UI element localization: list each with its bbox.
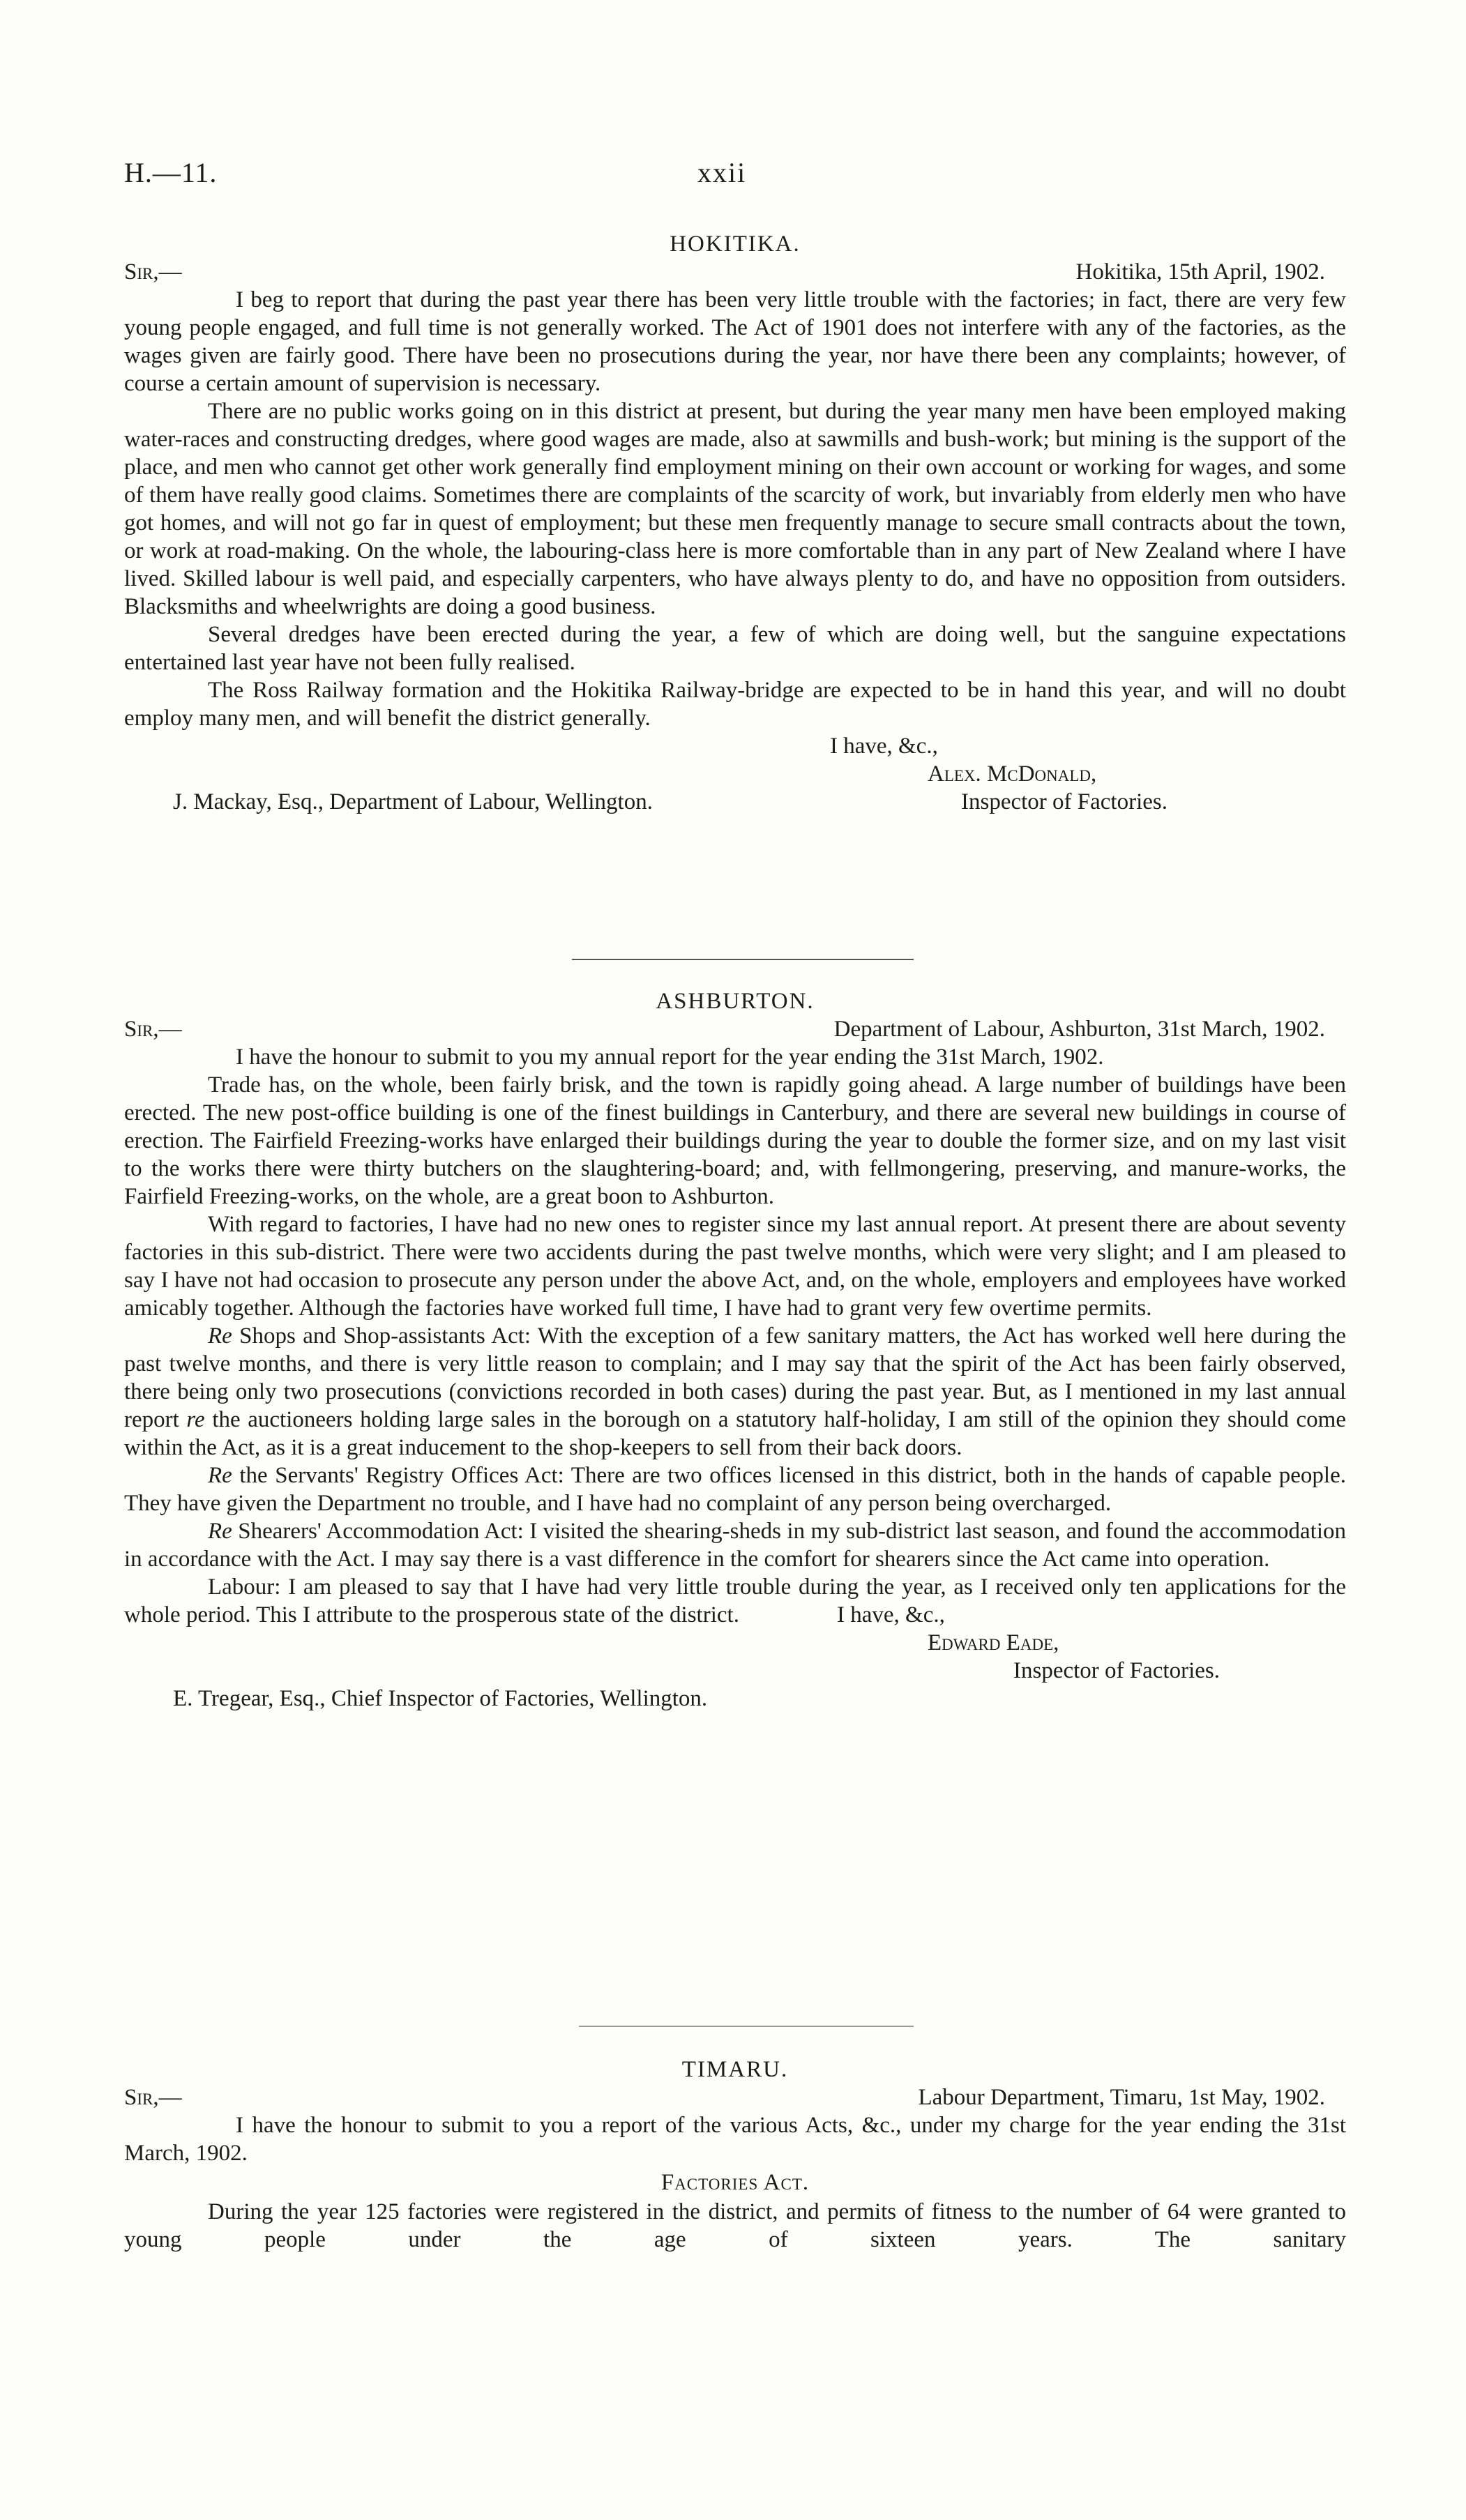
subheading-factories-act: Factories Act. xyxy=(660,2170,810,2195)
paragraph-text: Shops and Shop-assistants Act: With the exception of a few sanitary matters, the Act has worked well here during the past twelve months, and there is very little reason to complain; and I may say that the spirit of the Act has been fairly observed, there being only two prosecutions (convictions recorded in both cases) during the past year. But, as I mentioned in my last annual report xyxy=(124,1323,1346,1432)
paragraph-text: the auctioneers holding large sales in the borough on a statutory half-holiday, I am still of the opinion they should come within the Act, as it is a great inducement to the shop-keepers to sell from their back doors. xyxy=(124,1407,1346,1460)
salutation-row xyxy=(124,1015,1346,1043)
re-italic: Re xyxy=(208,1323,232,1349)
paragraph: Trade has, on the whole, been fairly brisk, and the town is rapidly going ahead. A large number of buildings have been erected. The new post-office building is one of the finest buildings in Canterbury, and there are several new buildings in course of erection. The Fairfield Freezing-works have enlarged their buildings during the year to double the former size, and on my last visit to the works there were thirty butchers on the slaughtering-board; and, with fellmongering, preserving, and manure-works, the Fairfield Freezing-works, on the whole, are a great boon to Ashburton. xyxy=(124,1072,1346,1209)
page-number: xxii xyxy=(697,157,747,188)
page-header-left: H.—11. xyxy=(124,157,218,188)
signatory: Alex. McDonald, xyxy=(928,761,1097,787)
closing-line xyxy=(124,732,1346,760)
addressee: J. Mackay, Esq., Department of Labour, Wellington. xyxy=(173,789,653,814)
signatory-title: Inspector of Factories. xyxy=(961,789,1167,814)
addressee-line xyxy=(124,1685,1346,1713)
section-heading-timaru: TIMARU. xyxy=(681,2057,789,2082)
salutation: Sir,— xyxy=(124,259,182,284)
paragraph: With regard to factories, I have had no new ones to register since my last annual report. At present there are about seventy factories in this sub-district. There were two accidents during the past twelve months, which were very slight; and I am pleased to say I have not had occasion to prosecute any person under the above Act, and, on the whole, employers and employees have worked amicably together. Although the factories have worked full time, I have had to grant very few overtime permits. xyxy=(124,1212,1346,1321)
closing: I have, &c., xyxy=(830,734,938,759)
section-heading-hokitika: HOKITIKA. xyxy=(670,231,801,257)
paragraph: The Ross Railway formation and the Hokitika Railway-bridge are expected to be in hand this year, and will no doubt employ many men, and will benefit the district generally. xyxy=(124,678,1346,731)
paragraph xyxy=(124,1462,1346,1517)
section-heading-ashburton: ASHBURTON. xyxy=(656,989,815,1014)
ashburton-report xyxy=(124,987,1346,1713)
salutation: Sir,— xyxy=(124,1017,182,1042)
section-divider xyxy=(579,2026,914,2027)
closing-line xyxy=(124,1601,1346,1629)
paragraph xyxy=(124,1517,1346,1573)
re-italic: Re xyxy=(208,1519,232,1544)
signatory-line xyxy=(124,760,1346,788)
hokitika-report xyxy=(124,230,1346,816)
letter-date: Department of Labour, Ashburton, 31st March, 1902. xyxy=(833,1017,1325,1042)
paragraph: I beg to report that during the past year there has been very little trouble with the factories; in fact, there are very few young people engaged, and full time is not generally worked. The Act of 1901 does not interfere with any of the factories, as the wages given are fairly good. There have been no prosecutions during the year, nor have there been any complaints; however, of course a certain amount of supervision is necessary. xyxy=(124,287,1346,396)
signatory-line xyxy=(124,1629,1346,1657)
title-line xyxy=(124,1657,1346,1685)
letter-date: Hokitika, 15th April, 1902. xyxy=(1075,259,1325,284)
paragraph: There are no public works going on in this district at present, but during the year many men have been employed making water-races and constructing dredges, where good wages are made, also at sawmills and bush-work; but mining is the support of the place, and men who cannot get other work generally find employment mining on their own account or working for wages, and some of them have really good claims. Sometimes there are complaints of the scarcity of work, but invariably from elderly men who have got homes, and will not go far in quest of employment; but these men frequently manage to secure small contracts about the town, or work at road-making. On the whole, the labouring-class here is more comfortable than in any part of New Zealand where I have lived. Skilled labour is well paid, and especially carpenters, who have always plenty to do, and have no opposition from outsiders. Blacksmiths and wheelwrights are doing a good business. xyxy=(124,399,1346,619)
salutation-row xyxy=(124,258,1346,286)
section-divider xyxy=(572,959,914,960)
paragraph-text: Shearers' Accommodation Act: I visited the shearing-sheds in my sub-district last season, and found the accommodation in accordance with the Act. I may say there is a vast difference in the comfort for shearers since the Act came into operation. xyxy=(124,1519,1346,1572)
signatory-title: Inspector of Factories. xyxy=(1013,1658,1220,1683)
paragraph: Labour: I am pleased to say that I have had very little trouble during the year, as I received only ten applications for the whole period. This I attribute to the prosperous state of the district. xyxy=(124,1574,1346,1627)
paragraph: During the year 125 factories were registered in the district, and permits of fitness to the number of 64 were granted to young people under the age of sixteen years. The sanitary xyxy=(124,2199,1346,2252)
salutation: Sir,— xyxy=(124,2085,182,2110)
re-italic: Re xyxy=(208,1463,232,1488)
salutation-row xyxy=(124,2083,1346,2111)
closing: I have, &c., xyxy=(837,1602,945,1627)
addressee-line xyxy=(124,788,1346,816)
paragraph xyxy=(124,1322,1346,1462)
signatory: Edward Eade, xyxy=(928,1630,1059,1655)
re-italic: re xyxy=(186,1407,205,1432)
paragraph: I have the honour to submit to you my annual report for the year ending the 31st March, 1902. xyxy=(236,1045,1104,1070)
addressee: E. Tregear, Esq., Chief Inspector of Factories, Wellington. xyxy=(173,1686,708,1711)
timaru-report xyxy=(124,2056,1346,2254)
letter-date: Labour Department, Timaru, 1st May, 1902. xyxy=(918,2085,1325,2110)
paragraph: Several dredges have been erected during the year, a few of which are doing well, but the sanguine expectations entertained last year have not been fully realised. xyxy=(124,622,1346,675)
paragraph: I have the honour to submit to you a report of the various Acts, &c., under my charge for the year ending the 31st March, 1902. xyxy=(124,2113,1346,2166)
paragraph-text: the Servants' Registry Offices Act: There are two offices licensed in this district, both in the hands of capable people. They have given the Department no trouble, and I have had no complaint of any person being overcharged. xyxy=(124,1463,1346,1516)
